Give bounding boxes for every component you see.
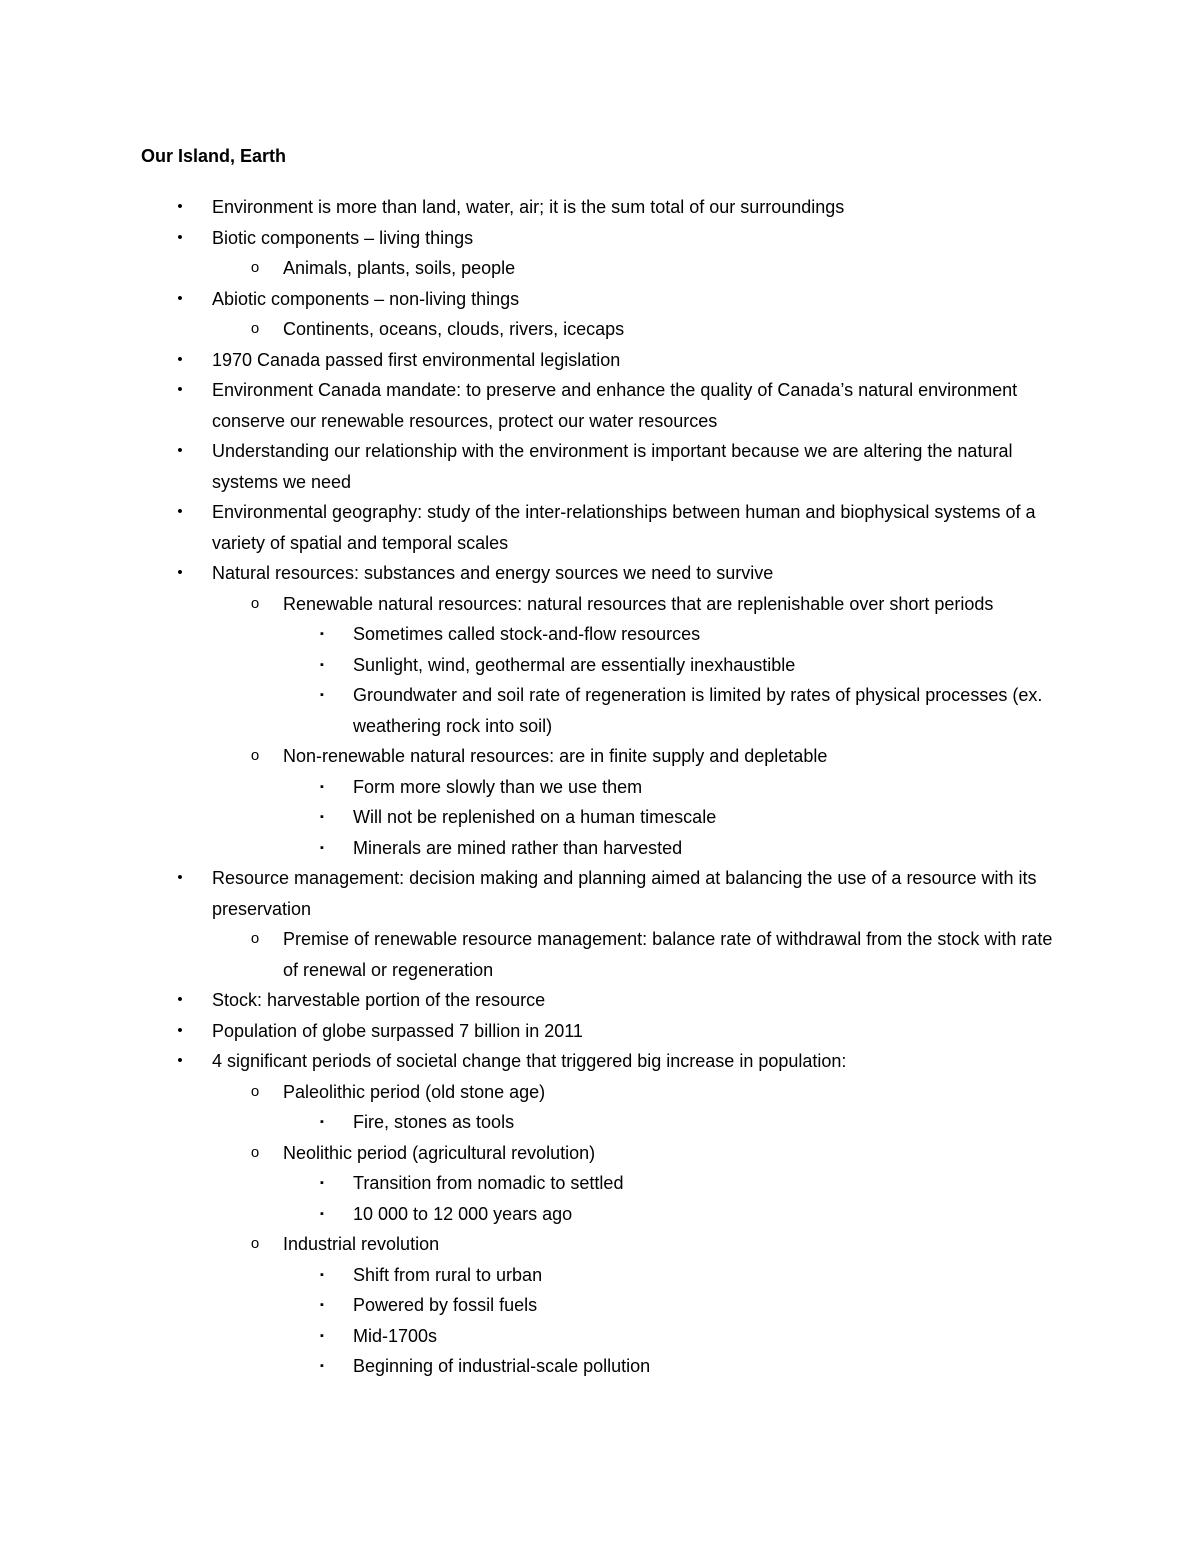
square-bullet-icon: ▪ <box>320 1268 324 1281</box>
list-item <box>0 1199 1200 1230</box>
list-item <box>0 619 1200 650</box>
square-bullet-icon: ▪ <box>320 1360 324 1372</box>
circle-bullet-icon: o <box>250 747 260 764</box>
list-item-text: Resource management: decision making and planning aimed at balancing the use of a resource with its preservation <box>212 868 1037 919</box>
list-item <box>0 1321 1200 1352</box>
square-bullet-icon: ▪ <box>320 1177 324 1189</box>
list-item <box>0 253 1200 284</box>
list-item-text: Abiotic components – non-living things <box>212 288 520 309</box>
list-item <box>0 314 1200 345</box>
list-item-text: Mid-1700s <box>353 1325 438 1346</box>
list-item-text: Understanding our relationship with the environment is important because we are altering the natural systems we need <box>212 441 1013 492</box>
list-item <box>0 802 1200 833</box>
bullet-icon: • <box>177 503 183 520</box>
list-item <box>0 375 1200 436</box>
square-bullet-icon: ▪ <box>320 1116 324 1128</box>
circle-bullet-icon: o <box>250 320 260 337</box>
list-item-text: 4 significant periods of societal change that triggered big increase in population: <box>212 1051 847 1071</box>
circle-bullet-icon: o <box>250 930 260 947</box>
bullet-icon: • <box>177 564 183 581</box>
list-item-text: 10 000 to 12 000 years ago <box>353 1203 573 1224</box>
list-item-text: Fire, stones as tools <box>353 1112 515 1132</box>
circle-bullet-icon: o <box>250 259 260 276</box>
list-item-text: Stock: harvestable portion of the resource <box>212 990 546 1010</box>
square-bullet-icon: ▪ <box>320 780 324 793</box>
square-bullet-icon: ▪ <box>320 1207 324 1220</box>
list-item <box>0 1260 1200 1291</box>
list-item-text: Minerals are mined rather than harvested <box>353 837 683 858</box>
list-item <box>0 863 1200 924</box>
list-item <box>0 741 1200 772</box>
square-bullet-icon: ▪ <box>320 811 324 823</box>
list-item-text: Neolithic period (agricultural revolution) <box>283 1142 596 1163</box>
list-item <box>0 1077 1200 1108</box>
list-item <box>0 1016 1200 1047</box>
list-item <box>0 1168 1200 1199</box>
bullet-icon: • <box>177 289 183 307</box>
bullet-icon: • <box>177 869 183 886</box>
list-item-text: Natural resources: substances and energy sources we need to survive <box>212 563 774 583</box>
list-item <box>0 1107 1200 1138</box>
bullet-icon: • <box>177 442 183 459</box>
list-item-text: Environment is more than land, water, air; it is the sum total of our surroundings <box>212 197 845 217</box>
square-bullet-icon: ▪ <box>320 841 324 854</box>
list-item <box>0 284 1200 315</box>
list-item <box>0 1046 1200 1077</box>
bullet-icon: • <box>177 1021 183 1039</box>
list-item-text: Continents, oceans, clouds, rivers, icecaps <box>283 319 625 339</box>
list-item-text: Paleolithic period (old stone age) <box>283 1081 546 1102</box>
list-item <box>0 680 1200 741</box>
square-bullet-icon: ▪ <box>320 689 324 701</box>
list-item <box>0 436 1200 497</box>
bullet-icon: • <box>177 381 183 398</box>
list-item <box>0 772 1200 803</box>
list-item-text: 1970 Canada passed first environmental legislation <box>212 349 621 370</box>
list-item-text: Groundwater and soil rate of regeneration is limited by rates of physical processes (ex. weathering rock into soil) <box>353 685 1043 736</box>
list-item <box>0 589 1200 620</box>
circle-bullet-icon: o <box>250 1082 260 1100</box>
list-item-text: Powered by fossil fuels <box>353 1295 538 1315</box>
list-item-text: Population of globe surpassed 7 billion in 2011 <box>212 1020 583 1041</box>
list-item-text: Renewable natural resources: natural resources that are replenishable over short periods <box>283 593 994 614</box>
list-item <box>0 1138 1200 1169</box>
list-item <box>0 1351 1200 1382</box>
bullet-icon: • <box>177 350 183 368</box>
bullet-icon: • <box>177 228 183 246</box>
page-title: Our Island, Earth <box>141 146 287 166</box>
circle-bullet-icon: o <box>250 594 260 612</box>
list-item <box>0 1290 1200 1321</box>
list-item-text: Form more slowly than we use them <box>353 776 643 797</box>
square-bullet-icon: ▪ <box>320 658 324 671</box>
list-item-text: Shift from rural to urban <box>353 1264 543 1285</box>
square-bullet-icon: ▪ <box>320 1299 324 1311</box>
list-item-text: Premise of renewable resource management: balance rate of withdrawal from the stock with rate of renewal or regeneration <box>283 929 1053 980</box>
list-item-text: Industrial revolution <box>283 1234 440 1254</box>
circle-bullet-icon: o <box>250 1143 260 1161</box>
bullet-icon: • <box>177 1052 183 1069</box>
list-item-text: Beginning of industrial-scale pollution <box>353 1356 651 1376</box>
list-item <box>0 345 1200 376</box>
list-item <box>0 1229 1200 1260</box>
list-item-text: Transition from nomadic to settled <box>353 1173 624 1193</box>
list-item <box>0 985 1200 1016</box>
list-item-text: Biotic components – living things <box>212 227 474 248</box>
list-item <box>0 223 1200 254</box>
list-item <box>0 924 1200 985</box>
list-item-text: Animals, plants, soils, people <box>283 258 516 278</box>
list-item-text: Sunlight, wind, geothermal are essentially inexhaustible <box>353 654 796 675</box>
list-item-text: Environment Canada mandate: to preserve and enhance the quality of Canada’s natural environment conserve our renewable resources, protect our water resources <box>212 380 1018 431</box>
bullet-icon: • <box>177 991 183 1008</box>
list-item-text: Non-renewable natural resources: are in finite supply and depletable <box>283 746 828 766</box>
square-bullet-icon: ▪ <box>320 1329 324 1342</box>
list-item-text: Will not be replenished on a human timescale <box>353 807 717 827</box>
notes-list <box>0 192 1200 1382</box>
list-item <box>0 558 1200 589</box>
list-item <box>0 497 1200 558</box>
list-item <box>0 192 1200 223</box>
square-bullet-icon: ▪ <box>320 628 324 640</box>
list-item-text: Sometimes called stock-and-flow resources <box>353 624 701 644</box>
bullet-icon: • <box>177 198 183 215</box>
list-item <box>0 650 1200 681</box>
circle-bullet-icon: o <box>250 1235 260 1252</box>
list-item <box>0 833 1200 864</box>
list-item-text: Environmental geography: study of the inter-relationships between human and biophysical systems of a variety of spatial and temporal scales <box>212 502 1036 553</box>
